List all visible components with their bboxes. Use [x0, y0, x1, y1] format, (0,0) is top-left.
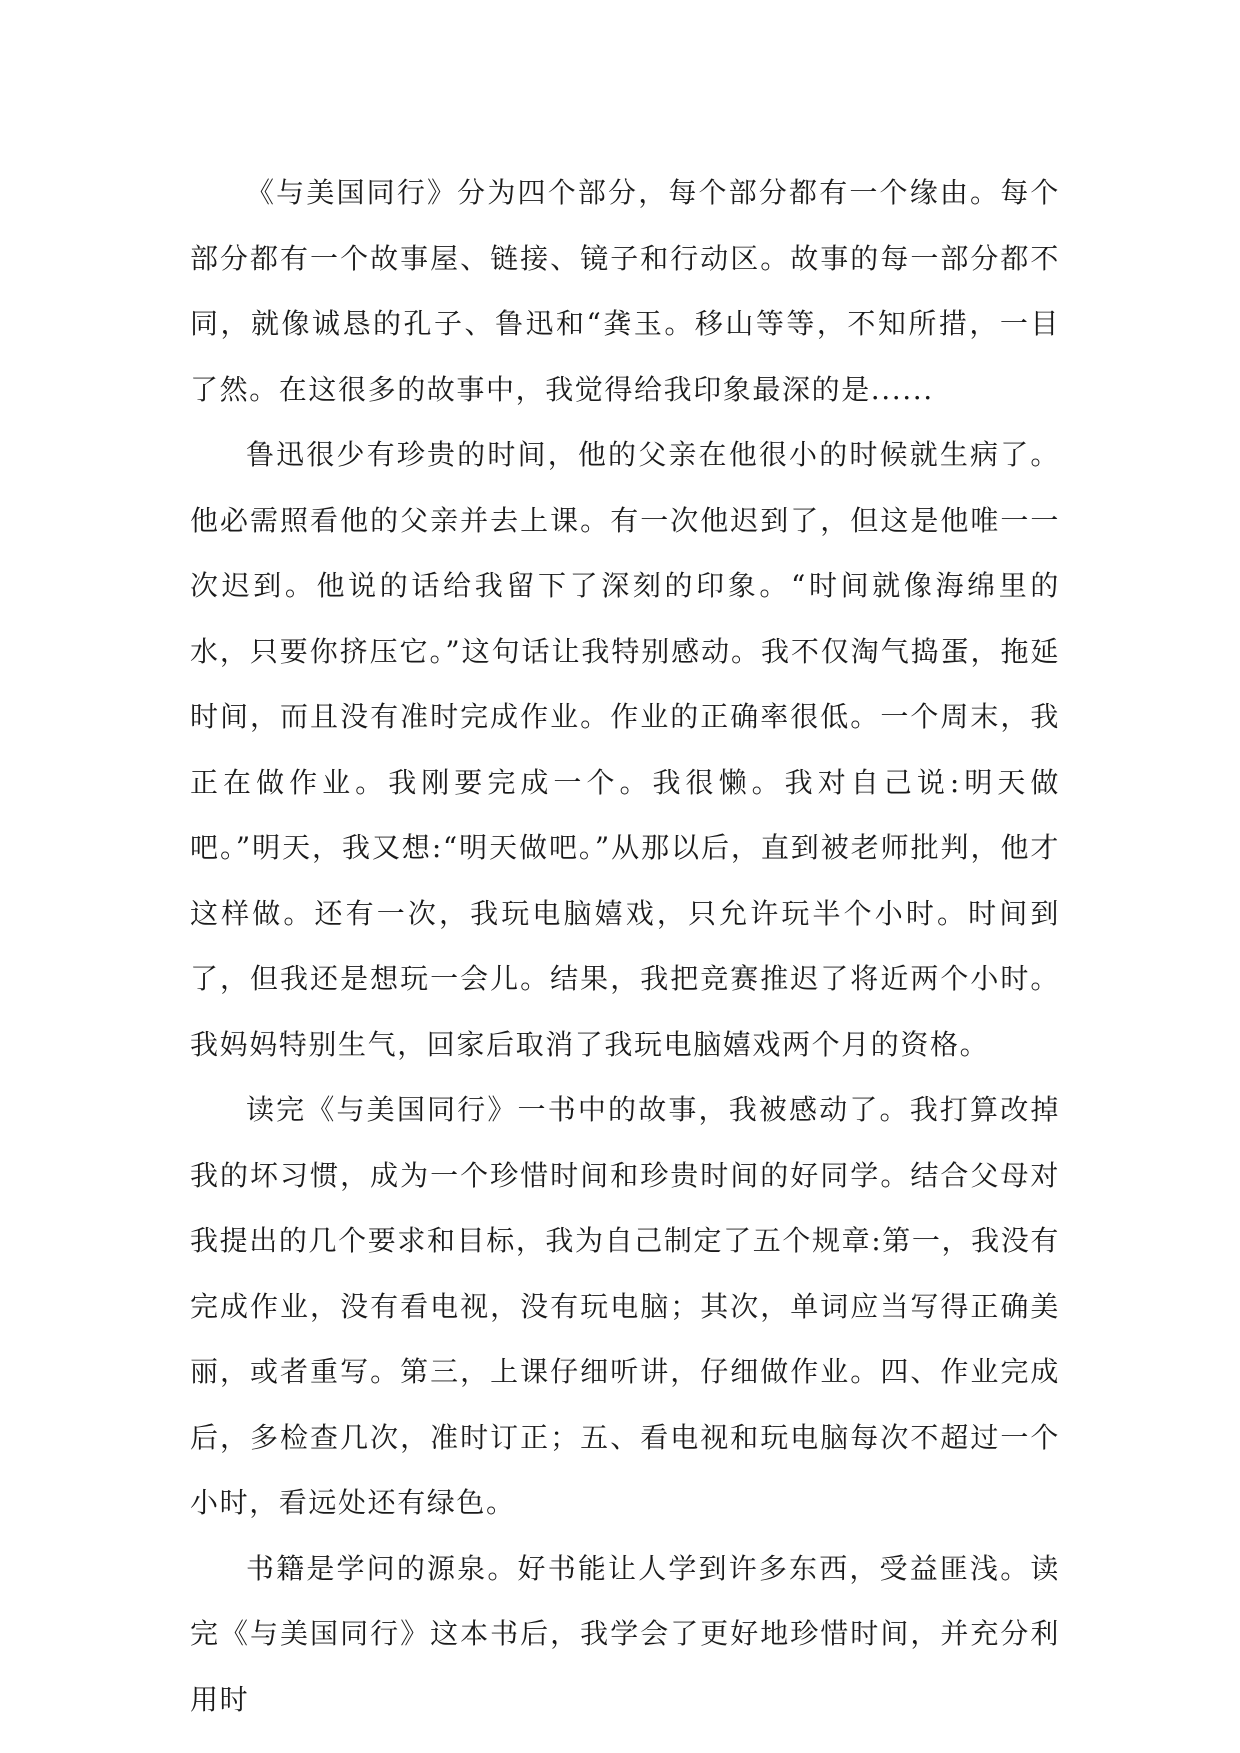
paragraph-lu-xun-story: 鲁迅很少有珍贵的时间，他的父亲在他很小的时候就生病了。他必需照看他的父亲并去上课。有一次他迟到了，但这是他唯一一次迟到。他说的话给我留下了深刻的印象。“时间就像海绵里的水，只要你挤压它。”这句话让我特别感动。我不仅淘气捣蛋，拖延时间，而且没有准时完成作业。作业的正确率很低。一个周末，我正在做作业。我刚要完成一个。我很懒。我对自己说:明天做吧。”明天，我又想:“明天做吧。”从那以后，直到被老师批判，他才这样做。还有一次，我玩电脑嬉戏，只允许玩半个小时。时间到了，但我还是想玩一会儿。结果，我把竞赛推迟了将近两个小时。我妈妈特别生气，回家后取消了我玩电脑嬉戏两个月的资格。: [190, 438, 1060, 1061]
paragraph-resolutions: 读完《与美国同行》一书中的故事，我被感动了。我打算改掉我的坏习惯，成为一个珍惜时间和珍贵时间的好同学。结合父母对我提出的几个要求和目标，我为自己制定了五个规章:第一，我没有完成作业，没有看电视，没有玩电脑；其次，单词应当写得正确美丽，或者重写。第三，上课仔细听讲，仔细做作业。四、作业完成后，多检查几次，准时订正；五、看电视和玩电脑每次不超过一个小时，看远处还有绿色。: [190, 1093, 1060, 1519]
document-body: [190, 160, 1060, 1732]
paragraph-conclusion: 书籍是学问的源泉。好书能让人学到许多东西，受益匪浅。读完《与美国同行》这本书后，我学会了更好地珍惜时间，并充分利用时: [190, 1551, 1060, 1716]
paragraph-intro: 《与美国同行》分为四个部分，每个部分都有一个缘由。每个部分都有一个故事屋、链接、镜子和行动区。故事的每一部分都不同，就像诚恳的孔子、鲁迅和“龚玉。移山等等，不知所措，一目了然。在这很多的故事中，我觉得给我印象最深的是......: [190, 176, 1060, 406]
